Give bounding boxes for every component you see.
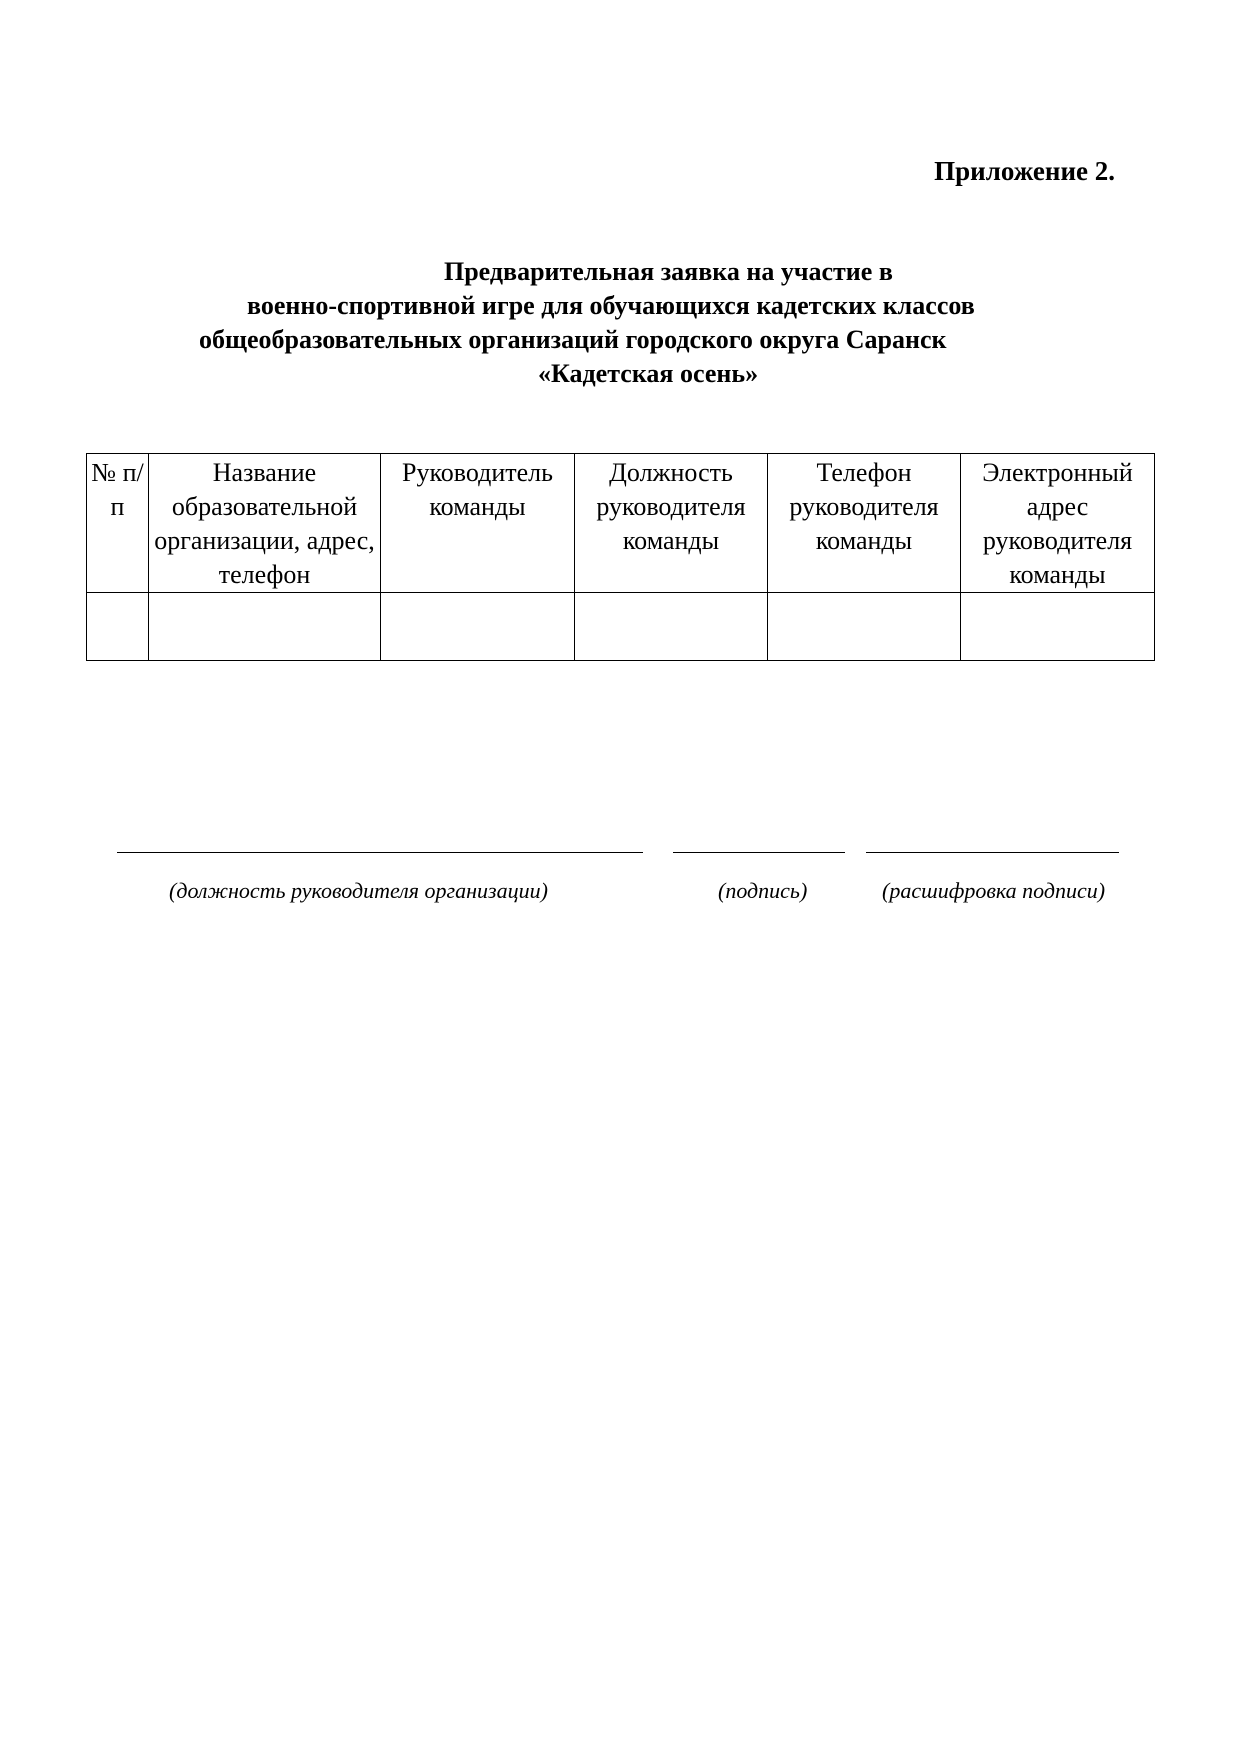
caption-name: (расшифровка подписи) [882,878,1106,903]
appendix-label: Приложение 2. [934,156,1115,186]
table-cell [87,593,149,661]
title-line-3: общеобразовательных организаций городского округа Саранск [199,325,947,354]
signature-line-position [117,852,643,853]
table-cell [381,593,575,661]
table-header-row [87,454,1155,593]
table-row [87,593,1155,661]
header-organization: Название образовательной организации, адрес, телефон [149,454,381,593]
title-line-1: Предварительная заявка на участие в [444,257,893,286]
table-cell [961,593,1155,661]
header-number: № п/п [87,454,149,593]
signature-line-name [866,852,1119,853]
caption-position: (должность руководителя организации) [169,878,548,903]
table-cell [149,593,381,661]
title-line-4: «Кадетская осень» [538,359,759,388]
signature-line-signature [673,852,845,853]
header-leader-email: Электронный адрес руководителя команды [961,454,1155,593]
table-cell [575,593,768,661]
caption-signature: (подпись) [718,878,808,903]
header-team-leader: Руководитель команды [381,454,575,593]
header-leader-phone: Телефон руководителя команды [768,454,961,593]
header-leader-position: Должность руководителя команды [575,454,768,593]
title-line-2: военно-спортивной игре для обучающихся кадетских классов [247,291,975,320]
table-cell [768,593,961,661]
application-table [86,453,1155,661]
